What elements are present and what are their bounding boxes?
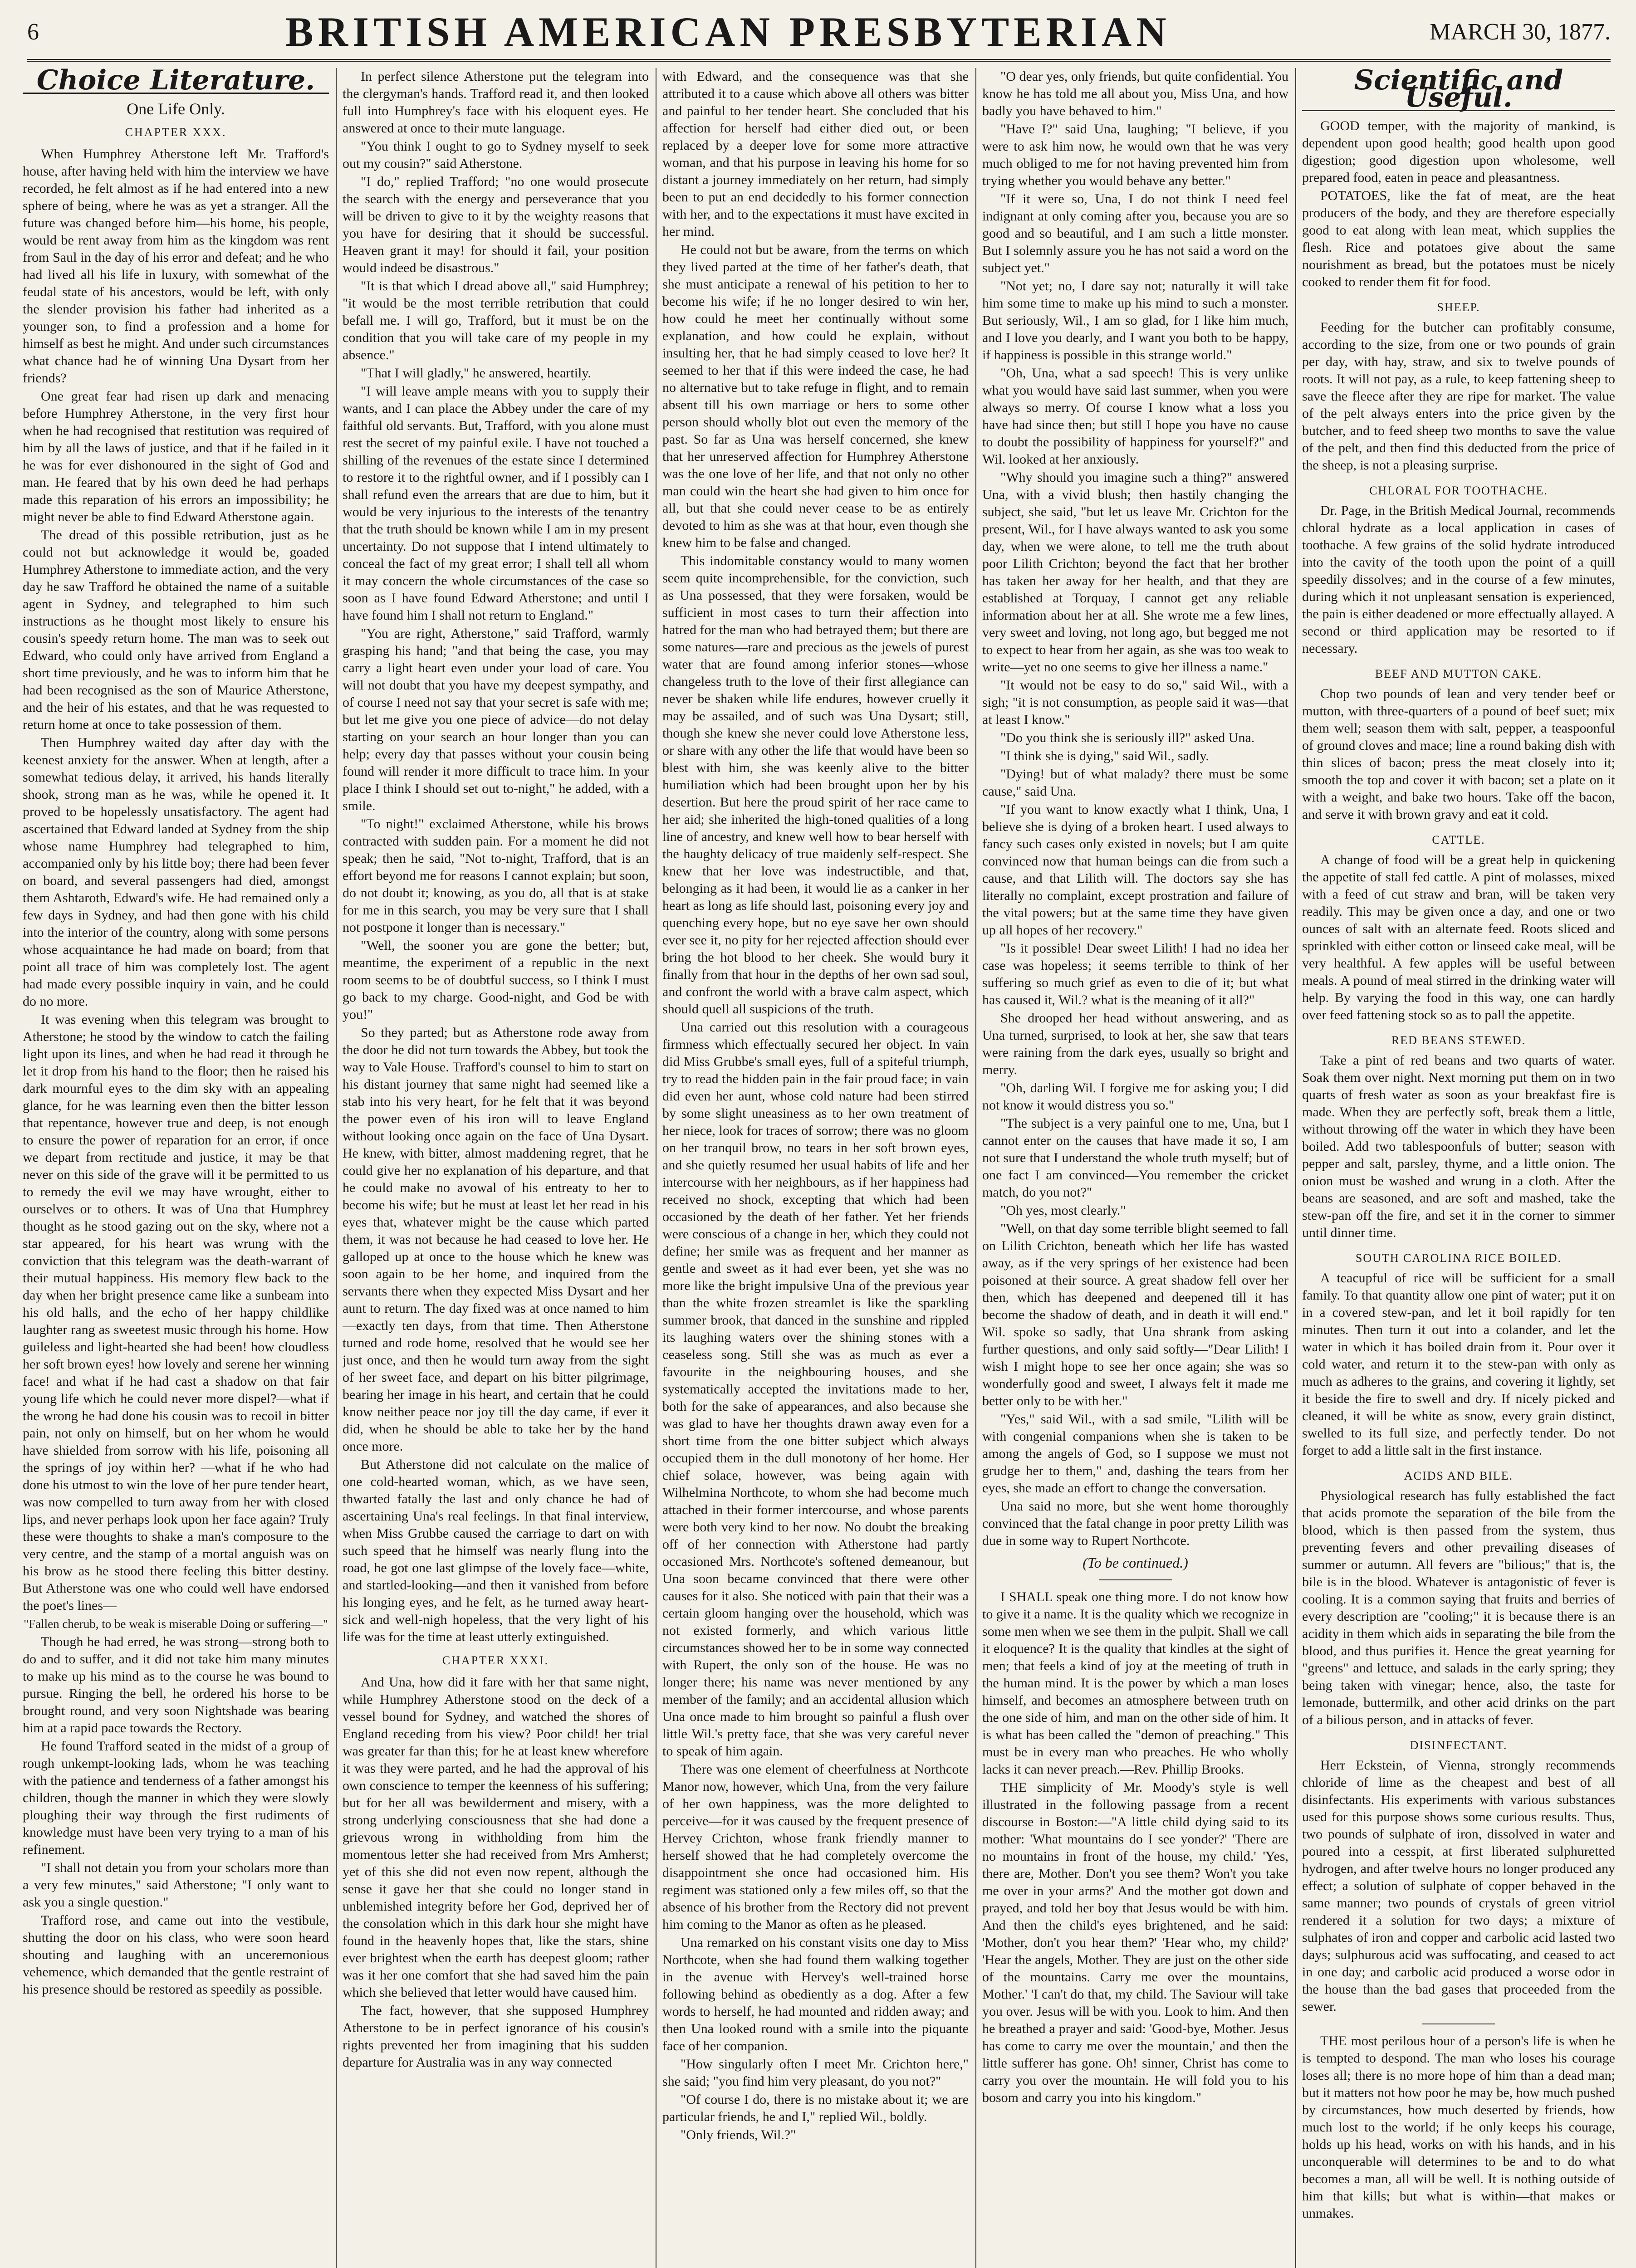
quotation: "Fallen cherub, to be weak is miserable Doing or suffering—" bbox=[24, 1617, 328, 1631]
paragraph: There was one element of cheerfulness at Northcote Manor now, however, which Una, from the very failure of her own happiness, was the more delighted to perceive—for it was caused by the frequent presence of Hervey Crichton, whose frank friendly manner to herself showed that he had completely overcome the disappointment she once had occasioned him. His regiment was stationed only a few miles off, so that the absence of his brother from the Rectory did not prevent him coming to the Manor as often as he pleased. bbox=[662, 1762, 969, 1932]
paragraph: One great fear had risen up dark and menacing before Humphrey Atherstone, in the very first hour when he had recognised that restitution was required of him by all the laws of justice, and that if he failed in it he was for ever dishonoured in the sight of God and man. He feared that by his own deed he had perhaps made this reparation of his errors an impossibility; he might never be able to find Edward Atherstone again. bbox=[23, 389, 329, 524]
section-heading-scientific-useful: Scientific and Useful. bbox=[1302, 72, 1615, 111]
column-rule bbox=[975, 68, 976, 2268]
paragraph: "If it were so, Una, I do not think I need feel indignant at only coming after you, because you are so good and so beautiful, and I am such a little monster. But I solemnly assure you he has not said a word on the subject yet." bbox=[982, 191, 1288, 275]
paragraph: I SHALL speak one thing more. I do not know how to give it a name. It is the quality which we recognize in some men when we see them in the pulpit. Shall we call it eloquence? It is the quality that kindles at the sight of men; that feels a kind of joy at the meeting of truth in the human mind. It is the power by which a man loses himself, and becomes an atmosphere between truth on the one side of him, and man on the other side of him. It is what has been called the "demon of preaching." This must be in every man who preaches. He who wholly lacks it can never preach.—Rev. Phillip Brooks. bbox=[982, 1589, 1288, 1777]
paragraph: "I will leave ample means with you to supply their wants, and I can place the Abbey under the care of my faithful old servants. But, Trafford, with you alone must rest the secret of my painful exile. I have not touched a shilling of the revenues of the estate since I determined to restore it to the rightful owner, and if I possibly can I shall refund even the arrears that are due to him, but it would be very injurious to the interests of the tenantry that the truth should be known while I am in my present uncertainty. Do not suppose that I intend ultimately to conceal the fact of my great error; I shall tell all whom it may concern the whole circumstances of the case so soon as I have found Edward Atherstone; and until I have found him I shall not return to England." bbox=[343, 384, 649, 623]
paragraph: A change of food will be a great help in quickening the appetite of stall fed cattle. A pint of molasses, mixed with a feed of cut straw and bran, will be taken very readily. This may be given once a day, and one or two ounces of salt with an alternate feed. Roots sliced and sprinkled with either cotton or linseed cake meal, will be very healthful. A few apples will be useful between meals. A pound of meal stirred in the drinking water will help. By varying the food in this way, one can hardly over feed fattening stock so as to pall the appetite. bbox=[1302, 852, 1615, 1022]
subheading: ACIDS AND BILE. bbox=[1404, 1469, 1514, 1482]
paragraph: "Have I?" said Una, laughing; "I believe, if you were to ask him now, he would own that he was very much obliged to me for not having prevented him from trying whether you would behave any better." bbox=[982, 122, 1288, 188]
to-be-continued: (To be continued.) bbox=[1083, 1554, 1188, 1571]
paragraph: Una remarked on his constant visits one day to Miss Northcote, when she had found them walking together in the avenue with Hervey's well-trained horse following behind as obediently as a dog. After a few words to herself, he had mounted and ridden away; and then Una looked round with a smile into the piquante face of her companion. bbox=[662, 1935, 969, 2053]
paragraph: Take a pint of red beans and two quarts of water. Soak them over night. Next morning put them on in two quarts of fresh water as soon as your breakfast fire is made. When they are perfectly soft, break them a little, without throwing off the water in which they have been boiled. Add two tablespoonfuls of butter; season with pepper and salt, parsley, thyme, and a little onion. The onion must be washed and wrung in a cloth. After the beans are seasoned, and are soft and mashed, take the stew-pan off the fire, and set it in the corner to simmer until dinner time. bbox=[1302, 1053, 1615, 1240]
paragraph: "Not yet; no, I dare say not; naturally it will take him some time to make up his mind to such a monster. But seriously, Wil., I am so glad, for I like him much, and I love you dearly, and I want you both to be happy, if happiness is possible in this strange world." bbox=[982, 279, 1288, 362]
paragraph: "Is it possible! Dear sweet Lilith! I had no idea her case was hopeless; it seems terrible to think of her suffering so much grief as even to die of it; but what has caused it, Wil.? what is the meaning of it all?" bbox=[982, 941, 1288, 1007]
story-title: One Life Only. bbox=[127, 100, 225, 118]
paragraph: "It would not be easy to do so," said Wil., with a sigh; "it is not consumption, as people said it was—that at least I know." bbox=[982, 678, 1288, 727]
subheading: CHLORAL FOR TOOTHACHE. bbox=[1369, 484, 1548, 497]
paragraph: "Why should you imagine such a thing?" answered Una, with a vivid blush; then hastily changing the subject, she said, "but let us leave Mr. Crichton for the present, Wil., for I have always wanted to ask you some day, when we were alone, to tell me the truth about poor Lilith Crichton; beyond the fact that her brother has taken her away for her health, and that they are established at Torquay, I cannot get any reliable information about her at all. She wrote me a few lines, very sweet and loving, not long ago, but begged me not to expect to hear from her again, as she was too weak to write—yet no one seems to give her illness a name." bbox=[982, 470, 1288, 675]
paragraph: Then Humphrey waited day after day with the keenest anxiety for the answer. When at length, after a somewhat tedious delay, it arrived, his hands literally shook, strong man as he was, while he opened it. It proved to be hopelessly unsatisfactory. The agent had ascertained that Edward landed at Sydney from the ship whose name Humphrey had telegraphed to him, accompanied only by his little boy; there had been fever on board, and several passengers had died, amongst them Ashtaroth, Edward's wife. He had remained only a few days in Sydney, and had then gone with his child into the interior of the country, along with some persons whose acquaintance he had made on board; from that point all trace of him was completely lost. The agent had made every possible inquiry in vain, and he could do no more. bbox=[23, 735, 329, 1009]
paragraph: Physiological research has fully established the fact that acids promote the separation of the bile from the blood, which is then passed from the system, thus preventing fevers and other prevailing diseases of summer or autumn. All fevers are "bilious;" that is, the bile is in the blood. Whatever is antagonistic of fever is cooling. It is a common saying that fruits and berries of every description are "cooling;" it is because there is an acidity in them which aids in separating the bile from the blood, and thus purifies it. Hence the great yearning for "greens" and lettuce, and salads in the early spring; they being taken with vinegar; hence, also, the taste for lemonade, buttermilk, and other acid drinks on the part of a bilious person, and in attacks of fever. bbox=[1302, 1488, 1615, 1727]
divider bbox=[1099, 1579, 1172, 1580]
subheading: RED BEANS STEWED. bbox=[1391, 1034, 1526, 1047]
column-3 bbox=[662, 68, 969, 2268]
paragraph: The fact, however, that she supposed Humphrey Atherstone to be in perfect ignorance of his cousin's rights prevented her from imagining that his sudden departure for Australia was in any way connected bbox=[343, 2003, 649, 2070]
paragraph: "I do," replied Trafford; "no one would prosecute the search with the energy and perseverance that you will be driven to give to it by the weighty reasons that you have for desiring that it should be successful. Heaven grant it may! for should it fail, your position would indeed be disastrous." bbox=[343, 174, 649, 275]
paragraph: Chop two pounds of lean and very tender beef or mutton, with three-quarters of a pound of beef suet; mix them well; season them with salt, pepper, a teaspoonful of ground cloves and mace; line a round baking dish with thin slices of bacon; press the meat closely into it; smooth the top and cover it with bacon; set a plate on it with a weight, and bake two hours. Take off the bacon, and serve it with brown gravy and eat it cold. bbox=[1302, 686, 1615, 822]
paragraph: Una carried out this resolution with a courageous firmness which effectually secured her object. In vain did Miss Grubbe's small eyes, full of a spiteful triumph, try to read the hidden pain in the fair proud face; in vain did even her aunt, whose cold nature had been stirred by some slight uneasiness as to her own treatment of her niece, look for traces of sorrow; there was no gloom on her tranquil brow, no tears in her soft brown eyes, and she quietly resumed her usual habits of life and her intercourse with her neighbours, as if her happiness had received no shock, excepting that which had been occasioned by the death of her father. Yet her friends were conscious of a change in her, which they could not define; her smile was as frequent and her manner as gentle and sweet as it had ever been, yet she was no more like the bright impulsive Una of the previous year than the white frozen streamlet is like the sparkling summer brook, that danced in the sunshine and rippled its laughing waters over the shining stones with a ceaseless song. Still she was as much as ever a favourite in the neighbouring houses, and she systematically accepted the invitations made to her, both for the sake of appearances, and also because she was glad to have her thoughts drawn away even for a short time from the one bitter subject which always occupied them in the dull monotony of her home. Her chief solace, however, was being again with Wilhelmina Northcote, to whom she had become much attached in their former intercourse, and whose parents were both very kind to her now. No doubt the breaking off of her connection with Atherstone had partly occasioned Mrs. Northcote's softened demeanour, but Una soon became convinced that there were other causes for it also. She noticed with pain that their was a certain gloom hanging over the household, which was not existed formerly, and which various little circumstances showed her to be in some way connected with Rupert, the only son of the house. He was no longer there; his name was never mentioned by any member of the family; and an accidental allusion which Una once made to him brought so painful a flush over little Wil.'s pretty face, that she was very careful never to speak of him again. bbox=[662, 1020, 969, 1759]
section-heading-choice-literature: Choice Literature. bbox=[23, 72, 329, 94]
paragraph: Feeding for the butcher can profitably consume, according to the size, from one or two pounds of grain per day, with hay, straw, and six to twelve pounds of roots. It will not pay, as a rule, to keep fattening sheep to save the fleece after they are ripe for market. The value of the pelt always enters into the price given by the butcher, and to feed sheep two months to save the value of the pelt, and then find this deducted from the price of the sheep, is not a pleasing surprise. bbox=[1302, 320, 1615, 473]
paragraph: "To night!" exclaimed Atherstone, while his brows contracted with sudden pain. For a moment he did not speak; then he said, "Not to-night, Trafford, that is an effort beyond me for reasons I cannot explain; but soon, do not doubt it; knowing, as you do, all that is at stake for me in this search, you may be very sure that I shall not postpone it longer than is necessary." bbox=[343, 816, 649, 935]
column-4 bbox=[982, 68, 1288, 2268]
paragraph: Una said no more, but she went home thoroughly convinced that the fatal change in poor pretty Lilith was due in some way to Rupert Northcote. bbox=[982, 1499, 1288, 1548]
paragraph: THE simplicity of Mr. Moody's style is well illustrated in the following passage from a recent discourse in Boston:—"A little child dying said to its mother: 'What mountains do I see yonder?' 'There are no mountains in front of the house, my child.' 'Yes, there are, Mother. Don't you see them? Won't you take me over in your arms?' And the mother got down and prayed, and told her boy that Jesus would be with him. And then the child's eyes brightened, and he said: 'Mother, don't you hear them?' 'Hear who, my child?' 'Hear the angels, Mother. They are just on the other side of the mountains. Carry me over the mountains, Mother.' 'I can't do that, my child. The Saviour will take you over. Jesus will be with you. Look to him. And then he breathed a prayer and said: 'Good-bye, Mother. Jesus has come to carry me over the mountain,' and then the little sufferer has gone. Oh! sinner, Christ has come to carry you over the mountain. He will fold you to his bosom and carry you into his kingdom." bbox=[982, 1780, 1288, 2105]
newspaper-title: BRITISH AMERICAN PRESBYTERIAN bbox=[285, 9, 1171, 55]
paragraph: "Oh, darling Wil. I forgive me for asking you; I did not know it would distress you so." bbox=[982, 1080, 1288, 1113]
subheading: DISINFECTANT. bbox=[1410, 1739, 1508, 1752]
page-number: 6 bbox=[27, 19, 39, 45]
paragraph: "Oh, Una, what a sad speech! This is very unlike what you would have said last summer, when you were always so merry. Of course I know what a loss you have had since then; but still I hope you have no cause to doubt the possibility of happiness for yourself?" and Wil. looked at her anxiously. bbox=[982, 366, 1288, 467]
paragraph: "You think I ought to go to Sydney myself to seek out my cousin?" said Atherstone. bbox=[343, 139, 649, 171]
issue-date: MARCH 30, 1877. bbox=[1430, 19, 1611, 45]
paragraph: "I shall not detain you from your scholars more than a very few minutes," said Atherstone; "I only want to ask you a single question." bbox=[23, 1860, 329, 1910]
paragraph: "The subject is a very painful one to me, Una, but I cannot enter on the causes that have made it so, I am not sure that I understand the whole truth myself; but of one fact I am convinced—You remember the cricket match, do you not?" bbox=[982, 1116, 1288, 1200]
subheading: SOUTH CAROLINA RICE BOILED. bbox=[1355, 1251, 1562, 1265]
paragraph: POTATOES, like the fat of meat, are the heat producers of the body, and they are therefore especially good to eat along with lean meat, which supplies the flesh. Rice and potatoes give about the same nourishment as bread, but the potatoes must be nicely cooked to render them fit for food. bbox=[1302, 188, 1615, 289]
paragraph: "It is that which I dread above all," said Humphrey; "it would be the most terrible retribution that could befall me. I will go, Trafford, but it must be on the condition that you will take care of my people in my absence." bbox=[343, 279, 649, 362]
paragraph: "Yes," said Wil., with a sad smile, "Lilith will be with congenial companions when she is taken to be among the angels of God, so I suppose we must not grudge her to them," and, dashing the tears from her eyes, she made an effort to change the conversation. bbox=[982, 1412, 1288, 1496]
paragraph: It was evening when this telegram was brought to Atherstone; he stood by the window to catch the failing light upon its lines, and when he had read it through he let it drop from his hand to the floor; then he raised his dark mournful eyes to the dim sky with an appealing glance, for he was learning even then the bitter lesson that repentance, however true and deep, is not enough to ensure the power of reparation for an error, if once we depart from rectitude and justice, it may be that never on this side of the grave will it be permitted to us to remedy the evil we may have wrought, either to ourselves or to others. It was of Una that Humphrey thought as he stood gazing out on the sky, where not a star appeared, for his heart was wrung with the conviction that this telegram was the death-warrant of their mutual happiness. His memory flew back to the day when her bright presence came like a sunbeam into his old halls, and the echo of her happy childlike laughter rang as sweetest music through his home. How guileless and light-hearted she had been! how cloudless her soft brown eyes! how lovely and serene her winning face! and what if he had cast a shadow on that fair young life which he could never more dispel?—what if the wrong he had done his cousin was to recoil in bitter pain, not only on himself, but on her whom he would have shielded from sorrow with his life, poisoning all the springs of joy within her? —what if he who had done his utmost to win the love of her pure tender heart, was now compelled to turn away from her with closed lips, and never perhaps look upon her face again? Truly these were thoughts to shake a man's composure to the very centre, and the stamp of a mortal anguish was on his brow as he stood there feeling this bitter destiny. But Atherstone was one who could well have endorsed the poet's lines— bbox=[23, 1012, 329, 1613]
paragraph: Though he had erred, he was strong—strong both to do and to suffer, and it did not take him many minutes to make up his mind as to the course he was bound to pursue. Ringing the bell, he ordered his horse to be brought round, and very soon Nightshade was bearing him at a rapid pace towards the Rectory. bbox=[23, 1634, 329, 1735]
paragraph: "Oh yes, most clearly." bbox=[1000, 1203, 1126, 1218]
paragraph: "You are right, Atherstone," said Trafford, warmly grasping his hand; "and that being the case, you may carry a light heart even under your load of care. You will not doubt that you have my deepest sympathy, and of course I need not say that your secret is safe with me; but let me give you one piece of advice—do not delay starting on your search an hour longer than you can help; every day that passes without your cousin being found will render it more difficult to trace him. In your place I think I should set out to-night," he added, with a smile. bbox=[343, 626, 649, 813]
paragraph: In perfect silence Atherstone put the telegram into the clergyman's hands. Trafford read it, and then looked full into Humphrey's face with his eloquent eyes. He answered at once to their mute language. bbox=[343, 69, 649, 136]
paragraph: And Una, how did it fare with her that same night, while Humphrey Atherstone stood on the deck of a vessel bound for Sydney, and watched the shores of England receding from his view? Poor child! her trial was greater far than this; for he at least knew wherefore it was they were parted, and he had the approval of his own conscience to temper the keenness of his suffering; but for her all was bewilderment and misery, with a strong underlying consciousness that she had done a grievous wrong in withholding from him the momentous letter she had received from Mrs Amherst; yet of this she did not even now repent, although the sense it gave her that she could no longer stand in unblemished integrity before her God, deprived her of the consolation which in this dark hour she might have found in the heavenly hopes that, like the stars, shine ever brightest when the earth has deepest gloom; rather was it her one comfort that she had saved him the pain which she believed that letter would have caused him. bbox=[343, 1675, 649, 2000]
column-2 bbox=[343, 68, 649, 2268]
paragraph: Trafford rose, and came out into the vestibule, shutting the door on his class, who were soon heard shouting and laughing with an unceremonious vehemence, which demanded that the gentle restraint of his presence should be restored as speedily as possible. bbox=[23, 1913, 329, 1997]
paragraph: But Atherstone did not calculate on the malice of one cold-hearted woman, which, as we have seen, thwarted fatally the last and only chance he had of ascertaining Una's real feelings. In that final interview, when Miss Grubbe caused the carriage to dart on with such speed that he himself was nearly flung into the road, he got one last glimpse of the lovely face—white, and startled-looking—and then it vanished from before his longing eyes, and he felt, as he turned away heart-sick and well-nigh hopeless, that the very light of his life was for the time at least utterly extinguished. bbox=[343, 1457, 649, 1644]
paragraph: He found Trafford seated in the midst of a group of rough unkempt-looking lads, whom he was teaching with the patience and tenderness of a father amongst his children, though the manner in which they were slowly ploughing their way through the first rudiments of knowledge must have been very trying to a man of his refinement. bbox=[23, 1739, 329, 1857]
subheading: BEEF AND MUTTON CAKE. bbox=[1375, 667, 1542, 680]
paragraph: "Dying! but of what malady? there must be some cause," said Una. bbox=[982, 767, 1288, 799]
paragraph: "Of course I do, there is no mistake about it; we are particular friends, he and I," replied Wil., boldly. bbox=[662, 2092, 969, 2124]
column-rule bbox=[1295, 68, 1296, 2268]
paragraph: A teacupful of rice will be sufficient for a small family. To that quantity allow one pint of water; put it on in a covered stew-pan, and let it boil rapidly for ten minutes. Then turn it out into a colander, and let the water in which it has boiled drain from it. Pour over it cold water, and return it to the stew-pan with only as much as adheres to the grains, and covering it lightly, set it beside the fire to swell and dry. If nicely picked and cleaned, it will be white as snow, every grain distinct, swelled to its full size, and perfectly tender. Do not forget to add a little salt in the first instance. bbox=[1302, 1271, 1615, 1458]
paragraph: Dr. Page, in the British Medical Journal, recommends chloral hydrate as a local application in cases of toothache. A few grains of the solid hydrate introduced into the cavity of the tooth upon the point of a quill speedily dissolves; and in the course of a few minutes, during which it not unpleasant sensation is experienced, the pain is either deadened or more effectually allayed. A second or third application may be resorted to if necessary. bbox=[1302, 503, 1615, 656]
paragraph: "If you want to know exactly what I think, Una, I believe she is dying of a broken heart. I used always to fancy such cases only existed in novels; but I am quite convinced now that human beings can die from such a cause, and that Lilith will. The doctors say she has literally no complaint, except prostration and failure of the vital powers; but at the same time they have given up all hopes of her recovery." bbox=[982, 802, 1288, 938]
column-1 bbox=[23, 68, 329, 2268]
paragraph: "Well, the sooner you are gone the better; but, meantime, the experiment of a republic in the next room seems to be of doubtful success, so I think I must go back to my charge. Good-night, and God be with you!" bbox=[343, 938, 649, 1022]
paragraph: "Only friends, Wil.?" bbox=[681, 2127, 796, 2142]
chapter-heading: CHAPTER XXXI. bbox=[442, 1654, 549, 1667]
column-5 bbox=[1302, 68, 1615, 2268]
paragraph: GOOD temper, with the majority of mankind, is dependent upon good health; good health upon good digestion; good digestion upon wholesome, well prepared food, eaten in peace and pleasantness. bbox=[1302, 118, 1615, 185]
subheading: CATTLE. bbox=[1432, 833, 1485, 846]
paragraph: When Humphrey Atherstone left Mr. Trafford's house, after having held with him the interview we have recorded, he felt almost as if he had entered into a new sphere of being, where he was as yet a stranger. All the future was changed before him—his home, his people, would be rent away from him as the kingdom was rent from Saul in the day of his error and defeat; and he who had lived all his life in luxury, with somewhat of the feudal state of his ancestors, would be left, with only the slender provision his father had inherited as a younger son, to find a profession and a home for himself as best he might. And under such circumstances what chance had he of winning Una Dysart from her friends? bbox=[23, 147, 329, 386]
paragraph: "Well, on that day some terrible blight seemed to fall on Lilith Crichton, beneath which her life has wasted away, as if the very springs of her existence had been poisoned at their source. A great shadow fell over her then, which has deepened and deepened till it has become the shadow of death, and in death it will end." Wil. spoke so sadly, that Una shrank from asking further questions, and only said softly—"Dear Lilith! I wish I might hope to see her once again; she was so wonderfully good and sweet, I always felt it made me better only to be with her." bbox=[982, 1221, 1288, 1408]
column-rule bbox=[336, 68, 337, 2268]
paragraph: This indomitable constancy would to many women seem quite incomprehensible, for the conviction, such as Una possessed, that they were forsaken, would be sufficient in most cases to turn their affection into hatred for the man who had betrayed them; but there are some natures—rare and precious as the jewels of purest water that are found among inferior stones—whose changeless truth to the love of their first allegiance can never be shaken while life endures, however cruelly it may be assailed, and of such was Una Dysart; still, though she knew she never could love Atherstone less, or share with any other the life that would have been so blest with him, she was keenly alive to the bitter humiliation which had been brought upon her by his desertion. But here the proud spirit of her race came to her aid; she inherited the high-toned qualities of a long line of ancestry, and knew well how to bear herself with the haughty delicacy of true maidenly self-respect. She knew that her love was indestructible, and that, belonging as it had been, it would lie as a canker in her heart as long as life should last, poisoning every joy and quenching every hope, but no eye save her own should ever see it, no pity for her rejected affection should ever bring the hot blood to her cheek. She would bury it finally from that hour in the depths of her own sad soul, and confront the world with a brave calm aspect, which should quell all suspicions of the truth. bbox=[662, 553, 969, 1017]
paragraph: "Do you think she is seriously ill?" asked Una. bbox=[1000, 730, 1255, 745]
chapter-heading: CHAPTER XXX. bbox=[125, 126, 227, 139]
paragraph: "O dear yes, only friends, but quite confidential. You know he has told me all about you, Miss Una, and how badly you have behaved to him." bbox=[982, 69, 1288, 118]
paragraph: Herr Eckstein, of Vienna, strongly recommends chloride of lime as the cheapest and best of all disinfectants. His experiments with various substances used for this purpose shows some curious results. Thus, two pounds of sulphate of iron, dissolved in water and poured into a cesspit, at first liberated sulphuretted hydrogen, and after twelve hours no longer produced any effect; a solution of sulphate of copper behaved in the same manner; two pounds of crystals of green vitriol rendered it a solution for two days; a mixture of sulphates of iron and copper and carbolic acid lasted two days; sulphurous acid was suffocating, and ceased to act in one day; and carbolic acid produced a worse odor in the house than the bad gases that proceeded from the sewer. bbox=[1302, 1758, 1615, 2014]
paragraph: "I think she is dying," said Wil., sadly. bbox=[1000, 748, 1209, 763]
paragraph: "That I will gladly," he answered, heartily. bbox=[361, 366, 591, 381]
subheading: SHEEP. bbox=[1437, 301, 1480, 314]
paragraph: The dread of this possible retribution, just as he could not but acknowledge it would be, goaded Humphrey Atherstone to immediate action, and the very day he saw Trafford he obtained the name of a suitable agent in Sydney, and telegraphed to him such instructions as he thought most likely to ensure his cousin's speedy return home. The man was to seek out Edward, who could only have arrived from England a short time previously, and he was to inform him that he had been recognised as the son of Maurice Atherstone, and the heir of his estates, and that he was requested to return home at once to take possession of them. bbox=[23, 528, 329, 732]
paragraph: "How singularly often I meet Mr. Crichton here," she said; "you find him very pleasant, do you not?" bbox=[662, 2057, 969, 2089]
paragraph: He could not but be aware, from the terms on which they lived parted at the time of her father's death, that she must anticipate a renewal of his petition to her to become his wife; if he no longer desired to win her, how could he meet her continually without some explanation, and how could he explain, without insulting her, that he had simply ceased to love her? It seemed to her that if this were indeed the case, he had no alternative but to take refuge in flight, and to remain absent till his own marriage or hers to some other person should wholly blot out even the memory of the past. So far as Una was herself concerned, she knew that her unreserved affection for Humphrey Atherstone was the one love of her life, and that not only no other man could win the heart she had given to him once for all, but that she could never cease to be as entirely devoted to him as she was at that hour, even though she knew him to be false and changed. bbox=[662, 242, 969, 550]
columns bbox=[23, 68, 1615, 2268]
paragraph: THE most perilous hour of a person's life is when he is tempted to despond. The man who loses his courage loses all; there is no more hope of him than a dead man; but it matters not how poor he may be, how much pushed by circumstances, how much deserted by friends, how much lost to the world; if he only keeps his courage, holds up his head, works on with his hands, and in his unconquerable will determines to be and to do what becomes a man, all will be well. It is nothing outside of him that kills; but what is within—that makes or unmakes. bbox=[1302, 2033, 1615, 2221]
paragraph: So they parted; but as Atherstone rode away from the door he did not turn towards the Abbey, but took the way to Vale House. Trafford's counsel to him to start on his distant journey that same night had seemed like a stab into his very heart, for he felt that it was beyond the power even of his iron will to leave England without looking once again on the face of Una Dysart. He knew, with bitter, almost maddening regret, that he could give her no explanation of his departure, and that he could make no avowal of his entreaty to her to become his wife; but he must at least let her read in his eyes that, whatever might be the cause which parted them, it was not because he had ceased to love her. He galloped up at once to the house which he knew was soon again to be her home, and inquired from the servants there when they expected Miss Dysart and her aunt to return. The day fixed was at once named to him—exactly ten days, from that time. Then Atherstone turned and rode home, resolved that he would see her just once, and then he would turn away from the sight of her sweet face, and depart on his bitter pilgrimage, bearing her image in his heart, and certain that he could know neither peace nor joy till the day came, if ever it did, when he should be able to take her by the hand once more. bbox=[343, 1025, 649, 1454]
paragraph: with Edward, and the consequence was that she attributed it to a cause which above all others was bitter and painful to her tender heart. She concluded that his affection for herself had either died out, or been replaced by a deeper love for some more attractive woman, and that his purpose in leaving his home for so distant a journey immediately on her return, had simply been to put an end decidedly to his former connection with her, and to the expectations it must have excited in her mind. bbox=[662, 69, 969, 239]
masthead bbox=[27, 5, 1611, 62]
paragraph: She drooped her head without answering, and as Una turned, surprised, to look at her, she saw that tears were raining from the dark eyes, usually so bright and merry. bbox=[982, 1011, 1288, 1077]
